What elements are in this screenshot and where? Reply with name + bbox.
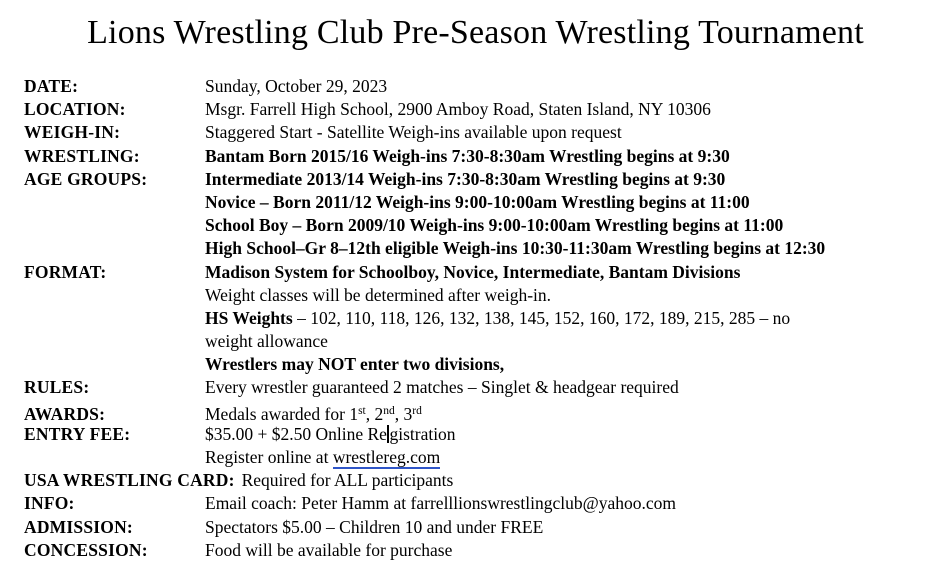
text-segment: School Boy – Born 2009/10 Weigh-ins 9:00-10:00am Wrestling begins at 11:00 xyxy=(205,215,784,236)
field-label: AWARDS: xyxy=(24,403,106,424)
doc-line xyxy=(24,214,943,237)
field-value xyxy=(205,330,943,353)
field-label: CONCESSION: xyxy=(24,539,148,560)
field-label: ENTRY FEE: xyxy=(24,423,131,444)
doc-line xyxy=(24,446,943,469)
doc-line xyxy=(24,330,943,353)
text-segment: Medals awarded for 1 xyxy=(205,403,359,424)
field-value xyxy=(242,469,943,492)
field-value xyxy=(205,168,943,191)
field-value xyxy=(205,423,943,446)
text-segment: Food will be available for purchase xyxy=(205,539,453,560)
field-value xyxy=(205,492,943,515)
field-label: FORMAT: xyxy=(24,261,107,282)
field-label: AGE GROUPS: xyxy=(24,168,148,189)
document-page xyxy=(0,12,951,568)
text-segment: nd xyxy=(383,404,395,417)
text-segment: Madison System for Schoolboy, Novice, Intermediate, Bantam Divisions xyxy=(205,261,741,282)
field-value xyxy=(205,75,943,98)
doc-line xyxy=(24,492,943,515)
doc-line xyxy=(24,307,943,330)
field-label: RULES: xyxy=(24,377,90,398)
field-label: DATE: xyxy=(24,76,79,96)
field-value xyxy=(205,376,943,399)
wrestlereg-link[interactable]: wrestlereg.com xyxy=(332,447,441,467)
field-label: WEIGH-IN: xyxy=(24,122,121,143)
field-value xyxy=(205,98,943,121)
doc-line xyxy=(24,98,943,121)
doc-line xyxy=(24,353,943,376)
field-value xyxy=(205,214,943,237)
text-segment: Spectators $5.00 – Children 10 and under FREE xyxy=(205,516,544,537)
text-segment: Every wrestler guaranteed 2 matches – Singlet & headgear required xyxy=(205,377,679,398)
field-label: WRESTLING: xyxy=(24,145,140,166)
field-value xyxy=(205,237,943,260)
doc-line xyxy=(24,121,943,144)
field-value xyxy=(205,145,943,168)
text-segment: gistration xyxy=(389,423,456,444)
text-segment: Novice – Born 2011/12 Weigh-ins 9:00-10:00am Wrestling begins at 11:00 xyxy=(205,191,750,212)
text-segment: Weight classes will be determined after weigh-in. xyxy=(205,284,552,305)
doc-line xyxy=(24,400,943,423)
doc-line xyxy=(24,423,943,446)
text-segment: rd xyxy=(412,404,422,417)
text-segment: Register online at xyxy=(205,447,333,467)
text-segment: Bantam Born 2015/16 Weigh-ins 7:30-8:30am Wrestling begins at 9:30 xyxy=(205,145,730,166)
text-segment: Wrestlers may NOT enter two divisions, xyxy=(205,354,505,375)
doc-line xyxy=(24,516,943,539)
text-segment: , 2 xyxy=(365,403,384,424)
page-title: Lions Wrestling Club Pre-Season Wrestling Tournament xyxy=(87,14,864,51)
doc-line xyxy=(24,284,943,307)
field-value xyxy=(205,353,943,376)
text-segment: Staggered Start - Satellite Weigh-ins available upon request xyxy=(205,122,622,143)
text-segment: Required for ALL participants xyxy=(241,470,454,491)
doc-line xyxy=(24,376,943,399)
doc-line xyxy=(24,168,943,191)
text-segment: – 102, 110, 118, 126, 132, 138, 145, 152, 160, 172, 189, 215, 285 – no xyxy=(292,307,791,328)
doc-line xyxy=(24,237,943,260)
field-value xyxy=(205,516,943,539)
text-segment: High School–Gr 8–12th eligible Weigh-ins 10:30-11:30am Wrestling begins at 12:30 xyxy=(205,238,826,259)
text-segment: Intermediate 2013/14 Weigh-ins 7:30-8:30am Wrestling begins at 9:30 xyxy=(205,168,726,189)
field-label: INFO: xyxy=(24,493,75,514)
text-segment: st xyxy=(358,404,366,417)
text-segment: Email coach: Peter Hamm at farrelllionswrestlingclub@yahoo.com xyxy=(205,493,676,514)
field-value xyxy=(205,191,943,214)
doc-line xyxy=(24,261,943,284)
text-segment: $35.00 + $2.50 Online Re xyxy=(205,423,387,444)
field-value xyxy=(205,539,943,562)
doc-line xyxy=(24,191,943,214)
field-value xyxy=(205,446,943,469)
field-label: ADMISSION: xyxy=(24,516,133,537)
field-value xyxy=(205,307,943,330)
field-value xyxy=(205,121,943,144)
document-body xyxy=(24,75,943,562)
text-segment: Msgr. Farrell High School, 2900 Amboy Road, Staten Island, NY 10306 xyxy=(205,99,711,120)
text-segment: Sunday, October 29, 2023 xyxy=(205,76,388,96)
field-label: LOCATION: xyxy=(24,99,126,120)
field-value xyxy=(205,284,943,307)
field-label: USA WRESTLING CARD: xyxy=(24,470,235,491)
doc-line xyxy=(24,145,943,168)
doc-line xyxy=(24,75,943,98)
text-segment: , 3 xyxy=(394,403,413,424)
doc-line xyxy=(24,539,943,562)
text-segment: weight allowance xyxy=(205,331,328,352)
field-value xyxy=(205,261,943,284)
doc-line xyxy=(24,469,943,492)
text-segment: HS Weights xyxy=(205,307,293,328)
